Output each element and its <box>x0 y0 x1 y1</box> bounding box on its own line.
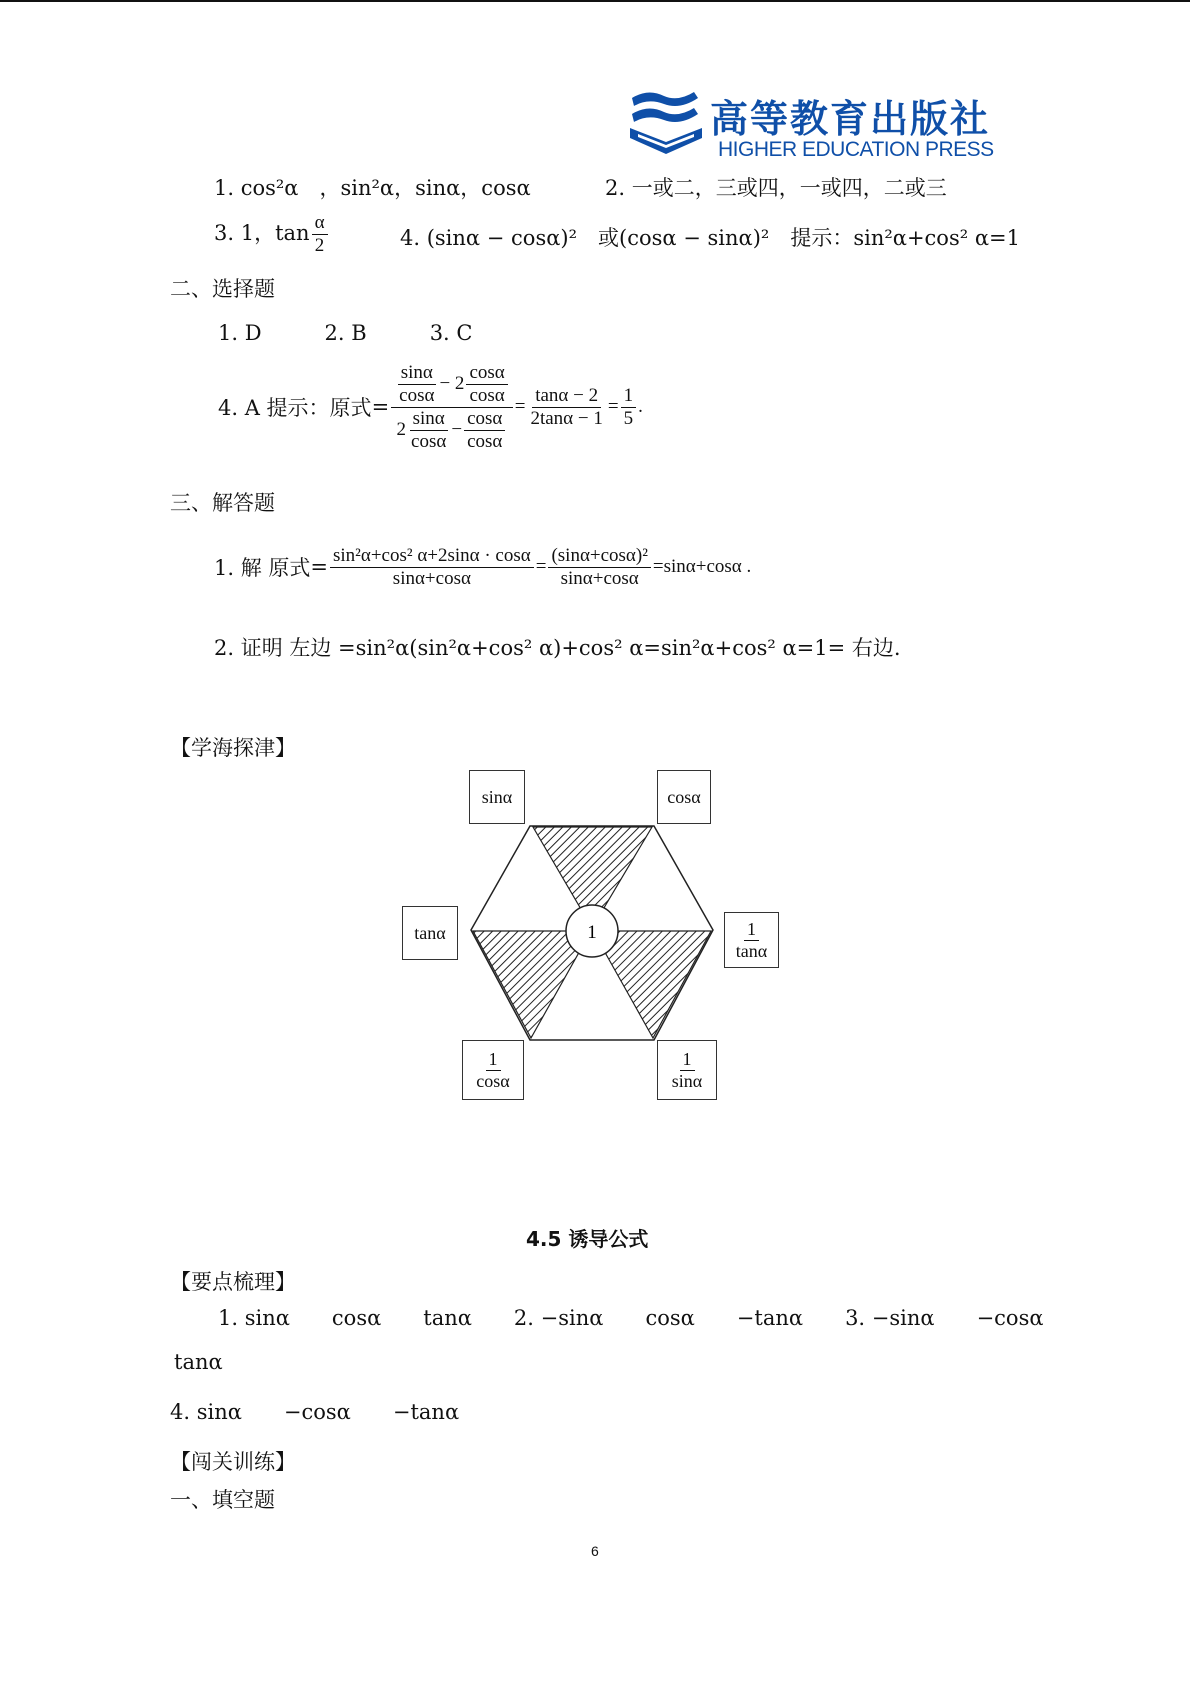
publisher-name-en: HIGHER EDUCATION PRESS <box>718 138 994 161</box>
box-csc <box>657 1040 717 1100</box>
choice-section-title: 二、选择题 <box>170 277 275 301</box>
solve-1-num1: sin²α+cos² α+2sinα · cosα <box>330 545 534 568</box>
box-cot-num: 1 <box>744 919 759 941</box>
solve-1-end: =sinα+cosα . <box>652 556 752 578</box>
solve-1-prefix: 1. 解 原式 <box>214 556 311 581</box>
fill-line-1b: 2. 一或二，三或四，一或四，二或三 <box>605 176 947 200</box>
sec45-line-3: 4. sinα −cosα −tanα <box>170 1400 460 1424</box>
box-sin <box>469 770 525 824</box>
q4-a-den2: cosα <box>469 384 505 406</box>
fill-line-1a: 1. cos²α ，sin²α，sinα，cosα <box>214 176 531 200</box>
q4-a-num1: sinα <box>398 362 436 385</box>
box-cos <box>657 770 711 824</box>
q4-den3: 2tanα − 1 <box>530 407 603 429</box>
publisher-logo <box>628 82 1023 164</box>
box-cot-den: tanα <box>735 940 768 961</box>
choice-q4-big-frac <box>391 362 513 452</box>
fill-tan-den: 2 <box>314 234 325 256</box>
publisher-emblem-icon <box>628 84 706 162</box>
box-csc-num: 1 <box>680 1049 695 1071</box>
chuangguan-title: 【闯关训练】 <box>170 1450 296 1474</box>
section-4-5-title: 4.5 诱导公式 <box>526 1227 649 1251</box>
fill-section-title: 一、填空题 <box>170 1488 275 1512</box>
solve-1-den2: sinα+cosα <box>560 567 639 589</box>
q4-b-den2: cosα <box>467 430 503 452</box>
fill-line-2b: 4. (sinα − cosα)² 或(cosα − sinα)² 提示：sin²α+cos² α=1 <box>400 226 1020 250</box>
solve-line-2: 2. 证明 左边 =sin²α(sin²α+cos² α)+cos² α=sin²α+cos² α=1= 右边. <box>214 636 901 660</box>
fill-line-2a <box>214 212 330 257</box>
solve-1-den1: sinα+cosα <box>392 567 471 589</box>
box-tan-label: tanα <box>414 922 446 943</box>
xuehai-title: 【学海探津】 <box>170 736 296 760</box>
box-cot <box>724 912 779 968</box>
box-sin-label: sinα <box>481 786 513 807</box>
solve-section-title: 三、解答题 <box>170 491 275 515</box>
choice-q4-prefix: 4. A 提示：原式 <box>218 396 372 421</box>
solve-line-1: 1. 解 原式 = $\frac{\text{sin²α+cos² α+2sinα · cosα}}{\sin\alpha+\cos\alpha}$ = $\frac{\text{(sinα+cosα)²}}{\sin\alpha+\cos\alpha}$ =sinα+cosα . <box>214 545 752 589</box>
q4-b-mid: − <box>451 419 463 441</box>
publisher-name-cn: 高等教育出版社 <box>710 96 991 141</box>
page-number: 6 <box>591 1543 599 1559</box>
sec45-line-2: tanα <box>174 1350 223 1374</box>
q4-b-num2: cosα <box>464 408 505 431</box>
box-sec <box>462 1040 524 1100</box>
box-sec-den: cosα <box>476 1070 510 1091</box>
box-tan <box>402 906 458 960</box>
q4-b-pre: 2 <box>396 419 407 441</box>
solve-1-num2: (sinα+cosα)² <box>548 545 650 568</box>
fill-tan-num: α <box>312 212 328 235</box>
box-cos-label: cosα <box>667 786 701 807</box>
q4-num3: tanα − 2 <box>532 385 601 408</box>
choice-q4: 4. A 提示：原式 = $\frac{\sin\alpha}{\cos\alpha}$ − 2 $\frac{\cos\alpha}{\cos\alpha}$ 2 $\frac{\sin\alpha}{\cos\alpha}$ − $\frac{\cos\alpha}{\cos\alpha}$ = $\frac{\tan\alpha - 2}{2\tan\alpha - 1}$ = $\frac{1}{5}$ . <box>218 362 643 452</box>
box-sec-num: 1 <box>486 1049 501 1071</box>
q4-den4: 5 <box>623 407 634 429</box>
box-csc-den: sinα <box>671 1070 703 1091</box>
q4-b-num1: sinα <box>410 408 448 431</box>
top-border <box>0 0 1190 2</box>
q4-num4: 1 <box>621 385 637 408</box>
q4-a-den1: cosα <box>399 384 435 406</box>
q4-a-num2: cosα <box>466 362 507 385</box>
choice-answers: 1. D 2. B 3. C <box>218 321 473 345</box>
fill-line-2a-text: 3. 1，tan <box>214 220 310 245</box>
sec45-line-1: 1. sinα cosα tanα 2. −sinα cosα −tanα 3. −sinα −cosα <box>218 1306 1044 1330</box>
q4-a-mid: − 2 <box>439 373 465 395</box>
yaodian-title: 【要点梳理】 <box>170 1270 296 1294</box>
q4-b-den1: cosα <box>411 430 447 452</box>
center-label: 1 <box>587 922 597 943</box>
